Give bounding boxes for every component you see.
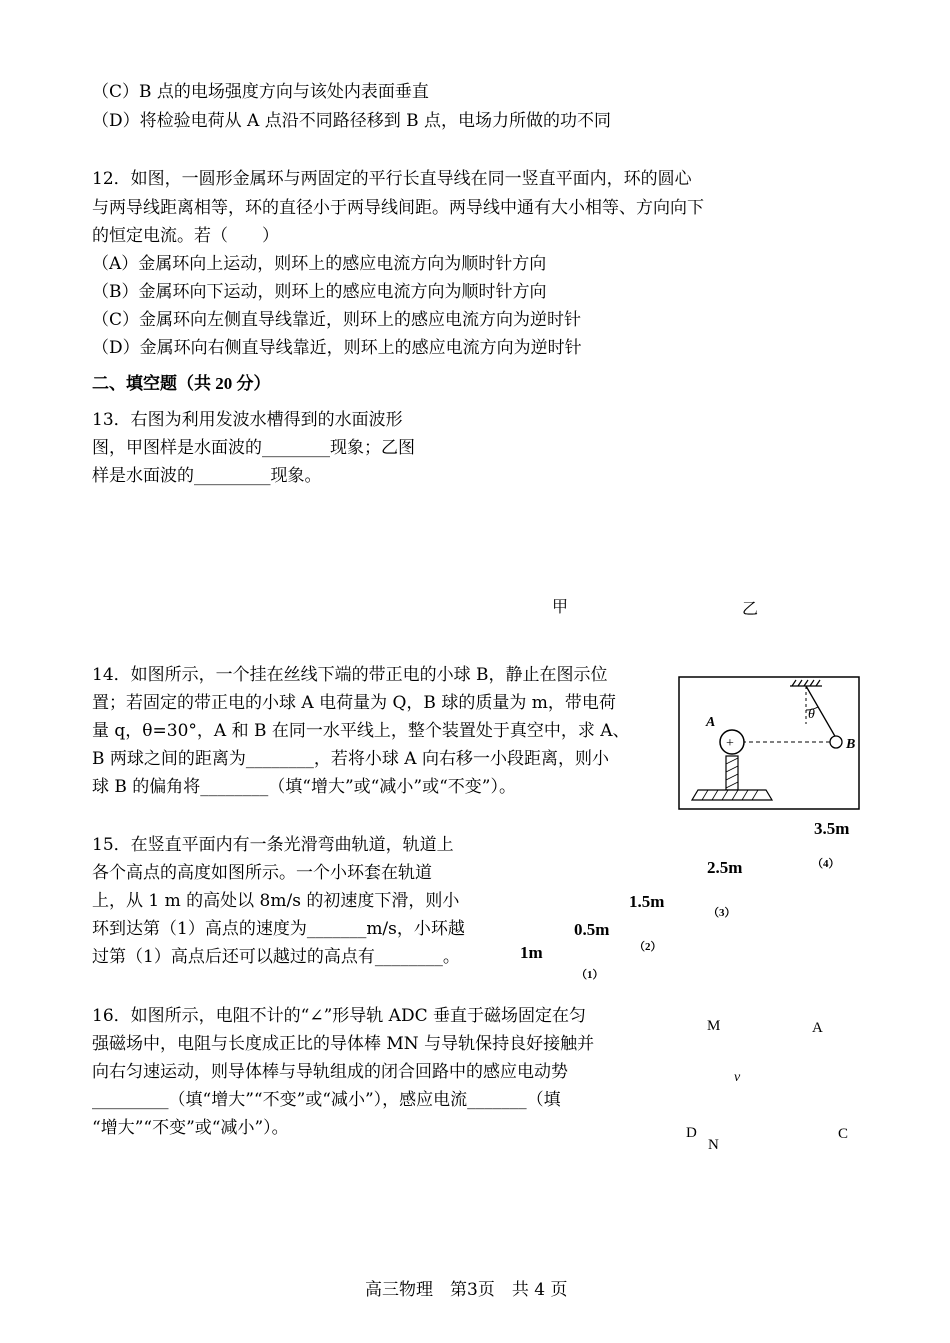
label-n: N (708, 1137, 719, 1153)
q16-line1: 16．如图所示，电阻不计的“∠”形导轨 ADC 垂直于磁场固定在匀 (92, 1006, 586, 1026)
q15-line1: 15．在竖直平面内有一条光滑弯曲轨道，轨道上 (92, 835, 454, 855)
label-c: C (838, 1126, 849, 1142)
q12-option-a: （A）金属环向上运动，则环上的感应电流方向为顺时针方向 (92, 254, 547, 274)
start-height-label: 1m (520, 943, 543, 962)
q14-line5: 球 B 的偏角将________（填“增大”或“减小”或“不变”）。 (92, 777, 516, 797)
q12-option-d: （D）金属环向右侧直导线靠近，则环上的感应电流方向为逆时针 (92, 338, 582, 358)
q15-line3: 上，从 1 m 的高处以 8m/s 的初速度下滑，则小 (92, 891, 460, 911)
peak-label-3: （3） (708, 907, 736, 919)
ceiling-support (790, 680, 822, 686)
section-title: 二、填空题（共 20 分） (92, 374, 271, 393)
q12-stem-line1: 12．如图，一圆形金属环与两固定的平行长直导线在同一竖直平面内，环的圆心 (92, 169, 692, 189)
stand-base (692, 790, 772, 800)
height-label-3: 2.5m (707, 858, 743, 877)
q12-option-b: （B）金属环向下运动，则环上的感应电流方向为顺时针方向 (92, 282, 547, 302)
q14-figure (678, 676, 860, 810)
label-d: D (686, 1125, 697, 1141)
theta-label: θ (808, 707, 815, 722)
q11-option-c: （C）B 点的电场强度方向与该处内表面垂直 (92, 82, 429, 102)
q16-line5: “增大”“不变”或“减小”）。 (92, 1118, 289, 1138)
q15-line5: 过第（1）高点后还可以越过的高点有________。 (92, 947, 460, 967)
q14-line2: 置；若固定的带正电的小球 A 电荷量为 Q，B 球的质量为 m，带电荷 (92, 693, 616, 713)
q14-line4: B 两球之间的距离为________，若将小球 A 向右移一小段距离，则小 (92, 749, 609, 769)
label-velocity: v (734, 1070, 741, 1085)
peak-label-2: （2） (634, 941, 662, 953)
q12-option-c: （C）金属环向左侧直导线靠近，则环上的感应电流方向为逆时针 (92, 310, 582, 330)
label-b: B (846, 737, 856, 752)
q14-line3: 量 q，θ=30°，A 和 B 在同一水平线上，整个装置处于真空中，求 A、 (92, 721, 630, 741)
peak-label-4: （4） (812, 858, 840, 870)
q16-line2: 强磁场中，电阻与长度成正比的导体棒 MN 与导轨保持良好接触并 (92, 1034, 595, 1054)
q14-line1: 14．如图所示，一个挂在丝线下端的带正电的小球 B，静止在图示位 (92, 665, 608, 685)
q15-line2: 各个高点的高度如图所示。一个小环套在轨道 (92, 863, 432, 883)
q12-stem-line2: 与两导线距离相等，环的直径小于两导线间距。两导线中通有大小相等、方向向下 (92, 198, 704, 218)
ball-b (830, 736, 842, 748)
q13-line2: 图，甲图样是水面波的________现象；乙图 (92, 438, 415, 458)
q12-stem-line3: 的恒定电流。若（ ） (92, 226, 279, 246)
label-a: A (706, 715, 716, 730)
q13-line3: 样是水面波的_________现象。 (92, 466, 322, 486)
q16-line3: 向右匀速运动，则导体棒与导轨组成的闭合回路中的感应电动势 (92, 1062, 568, 1082)
q13-line1: 13．右图为利用发波水槽得到的水面波形 (92, 410, 403, 430)
label-a-rail: A (812, 1020, 823, 1036)
height-label-2: 1.5m (629, 892, 665, 911)
page-footer: 高三物理 第3页 共 4 页 (365, 1280, 568, 1300)
q13-label-yi: 乙 (742, 601, 759, 618)
q15-line4: 环到达第（1）高点的速度为_______m/s，小环越 (92, 919, 465, 939)
plus-sign: + (726, 736, 734, 751)
peak-label-1: （1） (576, 969, 604, 981)
height-label-1: 0.5m (574, 920, 610, 939)
label-m: M (707, 1018, 721, 1034)
q11-option-d: （D）将检验电荷从 A 点沿不同路径移到 B 点，电场力所做的功不同 (92, 111, 612, 131)
q13-label-jia: 甲 (552, 599, 569, 616)
height-label-4: 3.5m (814, 819, 850, 838)
q16-line4: _________（填“增大”“不变”或“减小”），感应电流_______（填 (92, 1090, 561, 1110)
